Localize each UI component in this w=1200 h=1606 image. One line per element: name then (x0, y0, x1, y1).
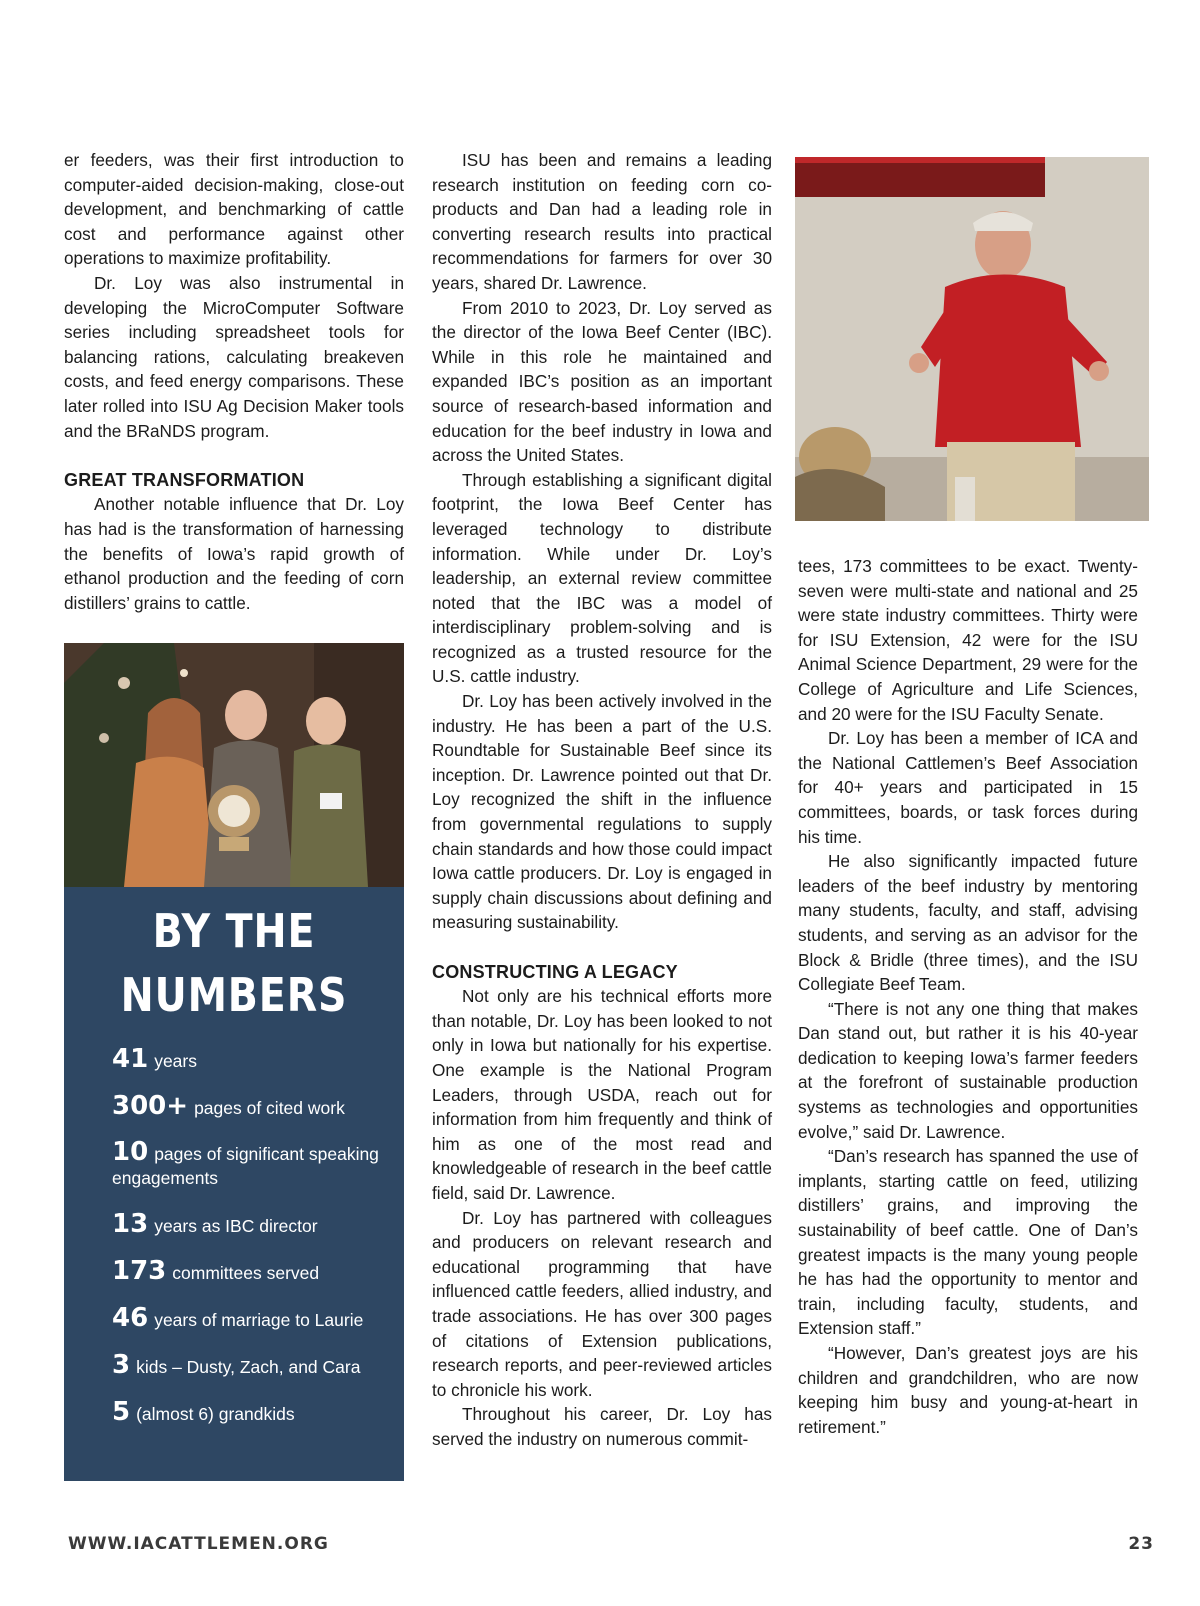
paragraph: Dr. Loy was also instrumental in developing the MicroComputer Software series including spreadsheet tools for balancing rations, calculating breakeven costs, and feed energy comparisons. These later rolled into ISU Ag Decision Maker tools and the BRaNDS program. (64, 272, 404, 441)
stat-number: 3 (112, 1350, 131, 1380)
stat-number: 173 (112, 1256, 167, 1286)
stat-item (112, 1303, 402, 1333)
paragraph: Dr. Loy has been actively involved in the industry. He has been a part of the U.S. Roundtable for Sustainable Beef since its inception. Dr. Lawrence pointed out that Dr. Loy recognized the shift in the influence from governmental regulations to supply chain standards and how those could impact Iowa cattle producers. Dr. Loy is engaged in supply chain discussions about defining and measuring sustainability. (432, 691, 772, 933)
paragraph: tees, 173 committees to be exact. Twenty-seven were multi-state and national and 25 were state industry committees. Thirty were for ISU Extension, 42 were for the ISU Animal Science Department, 29 were for the College of Agriculture and Life Sciences, and 20 were for the ISU Faculty Senate. (798, 556, 1138, 724)
stat-label: years of marriage to Laurie (154, 1310, 364, 1330)
stat-item (112, 1209, 402, 1239)
stat-number: 300+ (112, 1091, 189, 1121)
stat-item (112, 1256, 402, 1286)
section-heading: GREAT TRANSFORMATION (64, 469, 305, 490)
stat-label: pages of cited work (194, 1098, 345, 1118)
stat-label: pages of significant speaking engagements (112, 1144, 379, 1188)
paragraph: From 2010 to 2023, Dr. Loy served as the director of the Iowa Beef Center (IBC). While in this role he maintained and expanded IBC’s position as an important source of research-based information and education for the beef industry in Iowa and across the United States. (432, 297, 772, 466)
article-column-1 (64, 148, 404, 615)
page-number: 23 (1128, 1534, 1154, 1554)
stat-label: years (154, 1051, 197, 1071)
paragraph: ISU has been and remains a leading research institution on feeding corn co-products and Dan had a leading role in converting research results into practical recommendations for farmers for over 30 years, shared Dr. Lawrence. (432, 150, 772, 293)
stat-item (112, 1091, 402, 1121)
article-column-3 (798, 554, 1138, 1439)
stat-label: (almost 6) grandkids (136, 1404, 295, 1424)
stat-number: 13 (112, 1209, 149, 1239)
stat-label: years as IBC director (154, 1216, 318, 1236)
by-the-numbers-sidebar (64, 887, 404, 1481)
award-photo (64, 643, 404, 887)
stat-number: 46 (112, 1303, 149, 1333)
stat-label: committees served (172, 1263, 320, 1283)
stat-item (112, 1397, 402, 1427)
paragraph: Another notable influence that Dr. Loy has had is the transformation of harnessing the benefits of Iowa’s rapid growth of ethanol production and the feeding of corn distillers’ grains to cattle. (64, 494, 404, 613)
stat-number: 41 (112, 1044, 149, 1074)
stat-label: kids – Dusty, Zach, and Cara (136, 1357, 361, 1377)
sidebar-title-line-1: BY THE (152, 904, 316, 958)
paragraph: er feeders, was their first introduction to computer-aided decision-making, close-out development, and benchmarking of cattle cost and performance against other operations to maximize profitability. (64, 150, 404, 269)
speaker-photo-illustration (795, 157, 1149, 521)
section-heading: CONSTRUCTING A LEGACY (432, 961, 678, 982)
stat-item (112, 1137, 402, 1190)
footer-website: WWW.IACATTLEMEN.ORG (68, 1534, 329, 1554)
stat-number: 5 (112, 1397, 131, 1427)
paragraph: He also significantly impacted future leaders of the beef industry by mentoring many students, faculty, and staff, advising students, and serving as an advisor for the Block & Bridle (three times), and the ISU Collegiate Beef Team. (798, 851, 1138, 995)
stat-item (112, 1044, 402, 1074)
award-photo-illustration (64, 643, 404, 887)
speaker-photo (795, 157, 1149, 521)
paragraph: Not only are his technical efforts more than notable, Dr. Loy has been looked to not only in Iowa but nationally for his expertise. One example is the National Program Leaders, through USDA, reach out for information from him frequently and think of him as one of the most read and knowledgeable of research in the beef cattle field, said Dr. Lawrence. (432, 986, 772, 1203)
paragraph: Dr. Loy has been a member of ICA and the National Cattlemen’s Beef Association for 40+ years and participated in 15 committees, boards, or task forces during his time. (798, 728, 1138, 847)
stat-number: 10 (112, 1137, 149, 1167)
paragraph: “Dan’s research has spanned the use of implants, starting cattle on feed, utilizing distillers’ grains, and improving the sustainability of beef cattle. One of Dan’s greatest impacts is the many young people he has had the opportunity to mentor and train, including faculty, students, and Extension staff.” (798, 1146, 1138, 1339)
paragraph: Throughout his career, Dr. Loy has served the industry on numerous commit- (432, 1404, 772, 1449)
stat-item (112, 1350, 402, 1380)
sidebar-title-line-2: NUMBERS (120, 968, 348, 1022)
paragraph: “There is not any one thing that makes Dan stand out, but rather it is his 40-year dedication to keeping Iowa’s farmer feeders at the forefront of sustainable production systems as technologies and opportunities evolve,” said Dr. Lawrence. (798, 998, 1138, 1142)
paragraph: “However, Dan’s greatest joys are his children and grandchildren, who are now keeping him busy and young-at-heart in retirement.” (798, 1343, 1138, 1437)
article-column-2 (432, 148, 772, 1451)
paragraph: Dr. Loy has partnered with colleagues and producers on relevant research and educational programming that have influenced cattle feeders, allied industry, and trade associations. He has over 300 pages of citations of Extension publications, research reports, and peer-reviewed articles to chronicle his work. (432, 1207, 772, 1400)
paragraph: Through establishing a significant digital footprint, the Iowa Beef Center has leveraged technology to distribute information. While under Dr. Loy’s leadership, an external review committee noted that the IBC was a model of interdisciplinary problem-solving and is recognized as a trusted resource for the U.S. cattle industry. (432, 469, 772, 687)
